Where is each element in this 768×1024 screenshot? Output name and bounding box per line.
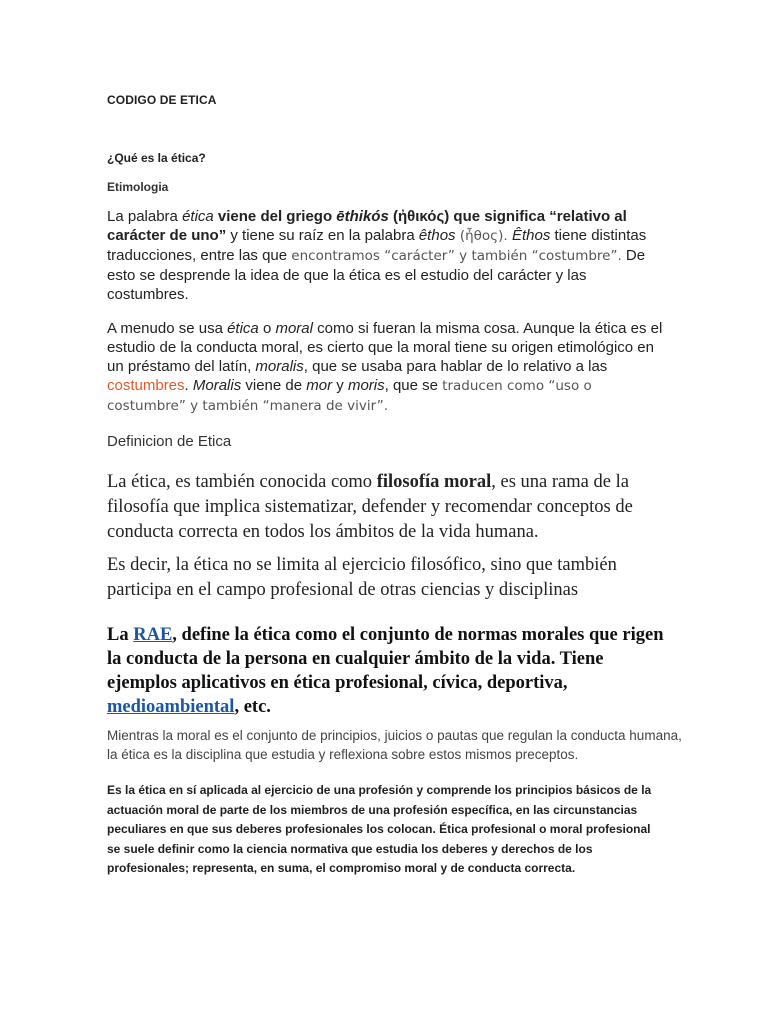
definition-paragraph: La ética, es también conocida como filosofía moral, es una rama de la filosofía que implica sistematizar, defender y recomendar conceptos de conducta correcta en todos los ámbitos de la vida humana.	[107, 472, 633, 542]
rae-link[interactable]: RAE	[133, 625, 173, 645]
moral-paragraph: A menudo se usa ética o moral como si fueran la misma cosa. Aunque la ética es el estudio de la conducta moral, es cierto que la moral tiene su origen etimológico en un préstamo del latín, moralis, que se usaba para hablar de lo relativo a las costumbres. Moralis viene de mor y moris, que se traducen como “uso o costumbre” y también “manera de vivir”.	[107, 320, 663, 414]
rae-paragraph: La RAE, define la ética como el conjunto de normas morales que rigen la conducta de la persona en cualquier ámbito de la vida. Tiene ejemplos aplicativos en ética profesional, cívica, deportiva, medioambiental, etc.	[107, 625, 664, 717]
costumbres-link[interactable]: costumbres	[107, 377, 185, 394]
medioambiental-link[interactable]: medioambiental	[107, 697, 235, 717]
question-heading: ¿Qué es la ética?	[107, 151, 206, 165]
moral-vs-ethics-paragraph: Mientras la moral es el conjunto de principios, juicios o pautas que regulan la conducta humana, la ética es la disciplina que estudia y reflexiona sobre estos mismos preceptos.	[107, 728, 682, 762]
professional-ethics-paragraph: Es la ética en sí aplicada al ejercicio de una profesión y comprende los principios básicos de la actuación moral de parte de los miembros de una profesión específica, en las circunstancias peculiares en que sus deberes profesionales los colocan. Ética profesional o moral profesional se suele definir como la ciencia normativa que estudia los deberes y derechos de los profesionales; representa, en suma, el compromiso moral y de conducta correcta.	[107, 783, 652, 875]
etymology-paragraph: La palabra ética viene del griego ēthikós (ἠθικός) que significa “relativo al carácter de uno” y tiene su raíz en la palabra êthos (ἦθος). Êthos tiene distintas traducciones, entre las que encontramos “carácter” y también “costumbre”. De esto se desprende la idea de que la ética es el estudio del carácter y las costumbres.	[107, 208, 647, 303]
definition-heading: Definicion de Etica	[107, 433, 232, 450]
document-title: CODIGO DE ETICA	[107, 93, 217, 107]
etymology-heading: Etimologia	[107, 180, 169, 194]
scope-paragraph: Es decir, la ética no se limita al ejercicio filosófico, sino que también participa en el campo profesional de otras ciencias y disciplinas	[107, 555, 617, 600]
